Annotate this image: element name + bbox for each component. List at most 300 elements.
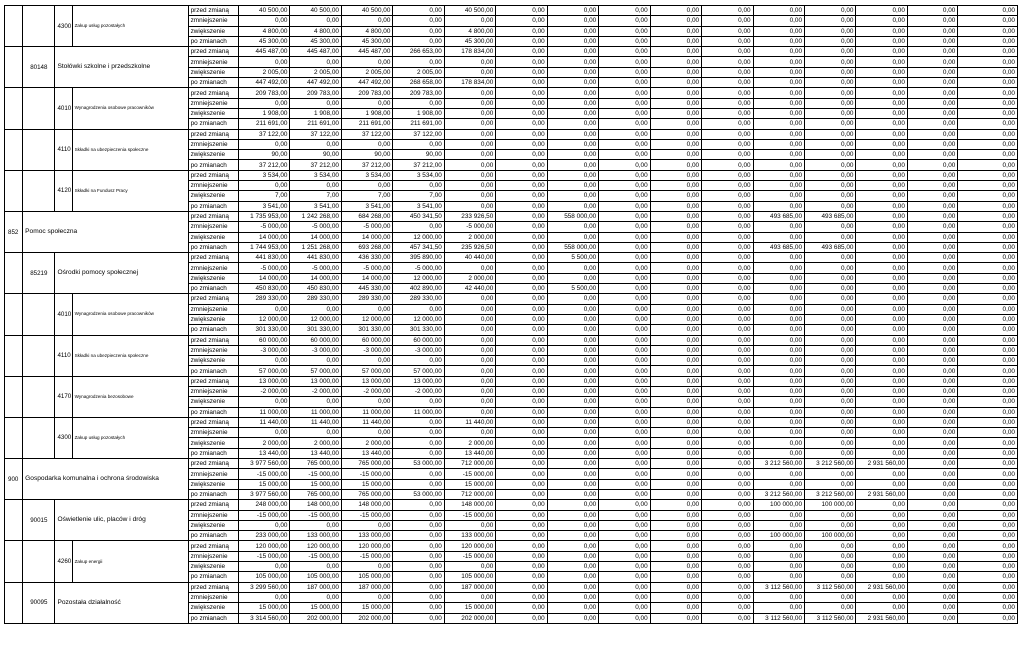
amount-cell: 0,00 [547,88,598,98]
amount-cell: 0,00 [958,531,1018,541]
amount-cell: 0,00 [856,407,907,417]
amount-cell: 60 000,00 [341,335,392,345]
amount-cell: 0,00 [753,510,804,520]
amount-cell: 0,00 [496,551,547,561]
rozdzial-name: Pozostała działalność [55,582,188,623]
amount-cell: 684 268,00 [341,211,392,221]
amount-cell: 0,00 [907,36,957,46]
amount-cell: 450 830,00 [239,284,290,294]
amount-cell: 0,00 [650,160,701,170]
amount-cell: 0,00 [599,345,650,355]
dzial-code-cell [5,376,23,417]
amount-cell: 0,00 [650,304,701,314]
amount-cell: 2 000,00 [290,438,341,448]
amount-cell: 0,00 [907,510,957,520]
amount-cell: 0,00 [856,304,907,314]
amount-cell: 0,00 [650,572,701,582]
amount-cell: 268 658,00 [393,78,444,88]
amount-cell: 0,00 [702,551,753,561]
amount-cell: 0,00 [547,304,598,314]
amount-cell: 11 440,00 [239,417,290,427]
table-row [5,170,1018,180]
amount-cell: 0,00 [547,108,598,118]
paragraf-code: 4170 [55,376,72,417]
amount-cell: 0,00 [599,16,650,26]
amount-cell: 0,00 [496,273,547,283]
change-type-label: zmniejszenie [188,469,238,479]
amount-cell: 0,00 [547,181,598,191]
amount-cell: 0,00 [702,304,753,314]
amount-cell: 558 000,00 [547,211,598,221]
amount-cell: 0,00 [496,119,547,129]
amount-cell: 0,00 [856,222,907,232]
amount-cell: 0,00 [753,325,804,335]
amount-cell: 765 000,00 [290,459,341,469]
amount-cell: 289 330,00 [239,294,290,304]
amount-cell: 457 341,50 [393,242,444,252]
amount-cell: 0,00 [650,345,701,355]
amount-cell: 0,00 [599,119,650,129]
amount-cell: 0,00 [547,232,598,242]
amount-cell: 445 487,00 [341,47,392,57]
amount-cell: 0,00 [599,314,650,324]
amount-cell: 1 242 268,00 [290,211,341,221]
change-type-label: zmniejszenie [188,510,238,520]
amount-cell: 0,00 [907,469,957,479]
amount-cell: 0,00 [805,407,856,417]
amount-cell: 0,00 [547,314,598,324]
amount-cell: -15 000,00 [444,469,495,479]
amount-cell: 0,00 [599,273,650,283]
amount-cell: 0,00 [547,562,598,572]
amount-cell: 0,00 [650,170,701,180]
amount-cell: 0,00 [805,448,856,458]
amount-cell: 0,00 [547,397,598,407]
change-type-label: zmniejszenie [188,16,238,26]
amount-cell: 248 000,00 [239,500,290,510]
amount-cell: 0,00 [702,273,753,283]
amount-cell: 0,00 [547,150,598,160]
amount-cell: 0,00 [393,417,444,427]
amount-cell: 0,00 [907,273,957,283]
amount-cell: 0,00 [547,603,598,613]
amount-cell: 0,00 [958,26,1018,36]
amount-cell: -2 000,00 [341,386,392,396]
amount-cell: 0,00 [856,500,907,510]
amount-cell: 0,00 [753,88,804,98]
amount-cell: 14 000,00 [290,232,341,242]
paragraf-code: 4110 [55,129,72,170]
amount-cell: 0,00 [496,428,547,438]
amount-cell: 493 685,00 [753,211,804,221]
amount-cell: 0,00 [650,57,701,67]
amount-cell: 0,00 [856,325,907,335]
budget-change-table [4,5,1018,624]
amount-cell: 0,00 [907,345,957,355]
amount-cell: 0,00 [907,242,957,252]
amount-cell: 0,00 [907,181,957,191]
amount-cell: 13 000,00 [393,376,444,386]
amount-cell: 0,00 [496,36,547,46]
amount-cell: 0,00 [547,26,598,36]
amount-cell: 0,00 [805,366,856,376]
rozdzial-name: Ośrodki pomocy społecznej [55,253,188,294]
amount-cell: 0,00 [805,356,856,366]
amount-cell: 0,00 [444,108,495,118]
amount-cell: 0,00 [907,335,957,345]
amount-cell: 90,00 [239,150,290,160]
amount-cell: 0,00 [650,479,701,489]
amount-cell: 60 000,00 [393,335,444,345]
amount-cell: 0,00 [702,150,753,160]
amount-cell: 0,00 [290,428,341,438]
change-type-label: po zmianach [188,201,238,211]
amount-cell: 0,00 [702,366,753,376]
amount-cell: 0,00 [599,366,650,376]
amount-cell: 0,00 [856,562,907,572]
amount-cell: 0,00 [650,108,701,118]
amount-cell: 0,00 [958,222,1018,232]
amount-cell: 133 000,00 [341,531,392,541]
amount-cell: 0,00 [805,273,856,283]
amount-cell: 1 251 268,00 [290,242,341,252]
amount-cell: 0,00 [907,129,957,139]
amount-cell: 0,00 [702,139,753,149]
amount-cell: 235 926,50 [444,242,495,252]
amount-cell: 0,00 [496,304,547,314]
amount-cell: 0,00 [239,520,290,530]
amount-cell: 0,00 [496,181,547,191]
amount-cell: -3 000,00 [393,345,444,355]
amount-cell: 0,00 [547,201,598,211]
amount-cell: 0,00 [599,160,650,170]
amount-cell: 0,00 [753,191,804,201]
amount-cell: -3 000,00 [341,345,392,355]
amount-cell: 0,00 [753,345,804,355]
amount-cell: 3 541,00 [341,201,392,211]
amount-cell: 0,00 [805,26,856,36]
amount-cell: 0,00 [444,520,495,530]
change-type-label: po zmianach [188,613,238,623]
amount-cell: 0,00 [805,139,856,149]
amount-cell: 0,00 [341,397,392,407]
amount-cell: 0,00 [496,78,547,88]
amount-cell: 0,00 [805,78,856,88]
amount-cell: 0,00 [444,150,495,160]
amount-cell: 0,00 [907,603,957,613]
amount-cell: 0,00 [599,232,650,242]
rozdzial-code-cell [23,417,55,458]
amount-cell: 0,00 [599,78,650,88]
amount-cell: 0,00 [547,438,598,448]
dzial-code-cell [5,129,23,170]
amount-cell: 0,00 [393,438,444,448]
amount-cell: 0,00 [958,273,1018,283]
amount-cell: 0,00 [702,531,753,541]
amount-cell: 0,00 [958,469,1018,479]
amount-cell: 12 000,00 [393,273,444,283]
amount-cell: 37 212,00 [239,160,290,170]
amount-cell: 0,00 [547,479,598,489]
amount-cell: 0,00 [393,397,444,407]
amount-cell: 0,00 [650,67,701,77]
amount-cell: 57 000,00 [341,366,392,376]
amount-cell: 0,00 [753,181,804,191]
amount-cell: 0,00 [599,531,650,541]
amount-cell: 0,00 [444,294,495,304]
amount-cell: 0,00 [805,304,856,314]
amount-cell: 0,00 [547,541,598,551]
amount-cell: 178 834,00 [444,47,495,57]
amount-cell: 0,00 [650,417,701,427]
amount-cell: 0,00 [753,222,804,232]
amount-cell: 0,00 [599,510,650,520]
amount-cell: 0,00 [958,613,1018,623]
amount-cell: 14 000,00 [239,232,290,242]
amount-cell: 0,00 [599,211,650,221]
amount-cell: 0,00 [547,222,598,232]
amount-cell: 0,00 [856,232,907,242]
amount-cell: -15 000,00 [290,551,341,561]
amount-cell: 0,00 [599,47,650,57]
amount-cell: 0,00 [805,129,856,139]
amount-cell: 0,00 [599,551,650,561]
amount-cell: 0,00 [753,129,804,139]
amount-cell: 0,00 [393,139,444,149]
amount-cell: -2 000,00 [393,386,444,396]
amount-cell: -15 000,00 [341,510,392,520]
amount-cell: 0,00 [650,98,701,108]
change-type-label: przed zmianą [188,541,238,551]
amount-cell: 0,00 [958,376,1018,386]
amount-cell: 0,00 [702,119,753,129]
amount-cell: 0,00 [599,139,650,149]
amount-cell: 3 534,00 [290,170,341,180]
change-type-label: przed zmianą [188,253,238,263]
amount-cell: 53 000,00 [393,459,444,469]
amount-cell: 37 212,00 [290,160,341,170]
amount-cell: 0,00 [444,160,495,170]
amount-cell: 0,00 [702,6,753,16]
amount-cell: 0,00 [496,150,547,160]
amount-cell: 0,00 [805,119,856,129]
amount-cell: 0,00 [290,397,341,407]
paragraf-name: Wynagrodzenia osobowe pracowników [72,294,188,335]
amount-cell: 0,00 [650,181,701,191]
amount-cell: 3 534,00 [393,170,444,180]
amount-cell: 0,00 [393,16,444,26]
amount-cell: 0,00 [702,67,753,77]
amount-cell: 7,00 [341,191,392,201]
rozdzial-code: 90015 [23,500,55,541]
amount-cell: 0,00 [856,181,907,191]
amount-cell: 0,00 [958,119,1018,129]
amount-cell: 0,00 [856,572,907,582]
amount-cell: 0,00 [547,129,598,139]
amount-cell: 0,00 [393,551,444,561]
change-type-label: zwiększenie [188,479,238,489]
amount-cell: 0,00 [547,98,598,108]
amount-cell: 0,00 [805,232,856,242]
amount-cell: 0,00 [702,603,753,613]
rozdzial-code-cell [23,541,55,582]
amount-cell: 0,00 [650,16,701,26]
amount-cell: 0,00 [958,428,1018,438]
amount-cell: 0,00 [496,191,547,201]
amount-cell: 0,00 [290,181,341,191]
amount-cell: 0,00 [599,520,650,530]
amount-cell: 3 299 560,00 [239,582,290,592]
amount-cell: 0,00 [753,356,804,366]
amount-cell: 178 834,00 [444,78,495,88]
amount-cell: 0,00 [907,613,957,623]
amount-cell: 0,00 [805,345,856,355]
amount-cell: 0,00 [650,386,701,396]
amount-cell: 0,00 [547,160,598,170]
amount-cell: 0,00 [907,325,957,335]
change-type-label: przed zmianą [188,335,238,345]
amount-cell: 0,00 [599,6,650,16]
amount-cell: 0,00 [496,26,547,36]
amount-cell: 301 330,00 [239,325,290,335]
amount-cell: 0,00 [856,417,907,427]
amount-cell: 0,00 [702,376,753,386]
amount-cell: 7,00 [393,191,444,201]
amount-cell: 0,00 [702,284,753,294]
amount-cell: 0,00 [702,335,753,345]
amount-cell: 0,00 [547,551,598,561]
amount-cell: 0,00 [239,592,290,602]
amount-cell: 0,00 [393,428,444,438]
change-type-label: zmniejszenie [188,428,238,438]
amount-cell: 0,00 [444,356,495,366]
amount-cell: 0,00 [702,191,753,201]
amount-cell: 0,00 [702,36,753,46]
amount-cell: 0,00 [753,57,804,67]
amount-cell: 0,00 [958,253,1018,263]
amount-cell: 0,00 [805,222,856,232]
amount-cell: 0,00 [599,150,650,160]
change-type-label: zwiększenie [188,438,238,448]
amount-cell: 0,00 [753,294,804,304]
amount-cell: 0,00 [496,57,547,67]
amount-cell: 14 000,00 [341,232,392,242]
amount-cell: 0,00 [290,98,341,108]
amount-cell: 0,00 [650,366,701,376]
amount-cell: 0,00 [856,263,907,273]
amount-cell: 148 000,00 [444,500,495,510]
change-type-label: zwiększenie [188,108,238,118]
amount-cell: 0,00 [239,356,290,366]
amount-cell: 0,00 [239,304,290,314]
amount-cell: 3 977 560,00 [239,489,290,499]
amount-cell: 0,00 [805,294,856,304]
amount-cell: 0,00 [907,26,957,36]
amount-cell: 0,00 [958,603,1018,613]
amount-cell: 148 000,00 [290,500,341,510]
amount-cell: 765 000,00 [341,459,392,469]
amount-cell: 0,00 [856,603,907,613]
amount-cell: 148 000,00 [341,500,392,510]
amount-cell: 0,00 [599,376,650,386]
amount-cell: 0,00 [393,531,444,541]
amount-cell: 4 800,00 [290,26,341,36]
amount-cell: 0,00 [958,201,1018,211]
amount-cell: 0,00 [650,520,701,530]
amount-cell: 0,00 [599,191,650,201]
amount-cell: 289 330,00 [393,294,444,304]
amount-cell: 0,00 [599,181,650,191]
amount-cell: 100 000,00 [753,500,804,510]
amount-cell: 0,00 [444,263,495,273]
amount-cell: 0,00 [650,376,701,386]
rozdzial-code-cell [23,376,55,417]
amount-cell: 0,00 [650,489,701,499]
amount-cell: 0,00 [650,253,701,263]
amount-cell: 0,00 [907,366,957,376]
amount-cell: 0,00 [753,397,804,407]
amount-cell: 441 830,00 [239,253,290,263]
amount-cell: 187 000,00 [290,582,341,592]
amount-cell: 0,00 [444,345,495,355]
amount-cell: 450 830,00 [290,284,341,294]
amount-cell: 0,00 [907,520,957,530]
change-type-label: przed zmianą [188,294,238,304]
amount-cell: 445 487,00 [239,47,290,57]
amount-cell: 15 000,00 [341,479,392,489]
amount-cell: 3 112 560,00 [753,613,804,623]
amount-cell: 0,00 [547,376,598,386]
amount-cell: 0,00 [805,57,856,67]
amount-cell: 0,00 [496,98,547,108]
amount-cell: 133 000,00 [444,531,495,541]
amount-cell: 0,00 [599,356,650,366]
amount-cell: 0,00 [958,242,1018,252]
amount-cell: 0,00 [496,201,547,211]
amount-cell: 0,00 [958,510,1018,520]
amount-cell: 13 440,00 [290,448,341,458]
amount-cell: 0,00 [444,129,495,139]
amount-cell: 0,00 [496,562,547,572]
amount-cell: 0,00 [496,345,547,355]
amount-cell: 0,00 [650,232,701,242]
amount-cell: 0,00 [805,150,856,160]
amount-cell: 0,00 [547,386,598,396]
amount-cell: 0,00 [805,160,856,170]
amount-cell: 0,00 [650,139,701,149]
amount-cell: 0,00 [650,428,701,438]
amount-cell: 0,00 [239,562,290,572]
amount-cell: 0,00 [856,26,907,36]
rozdzial-name: Stołówki szkolne i przedszkolne [55,47,188,88]
amount-cell: 493 685,00 [805,242,856,252]
amount-cell: 2 005,00 [239,67,290,77]
amount-cell: 0,00 [496,469,547,479]
amount-cell: 2 000,00 [444,232,495,242]
amount-cell: 0,00 [958,562,1018,572]
amount-cell: 441 830,00 [290,253,341,263]
amount-cell: 0,00 [444,562,495,572]
amount-cell: 0,00 [547,78,598,88]
change-type-label: zwiększenie [188,314,238,324]
amount-cell: 0,00 [958,160,1018,170]
table-row [5,335,1018,345]
amount-cell: 0,00 [599,582,650,592]
amount-cell: 3 212 560,00 [805,489,856,499]
amount-cell: 233 926,50 [444,211,495,221]
amount-cell: 0,00 [547,531,598,541]
change-type-label: zmniejszenie [188,139,238,149]
